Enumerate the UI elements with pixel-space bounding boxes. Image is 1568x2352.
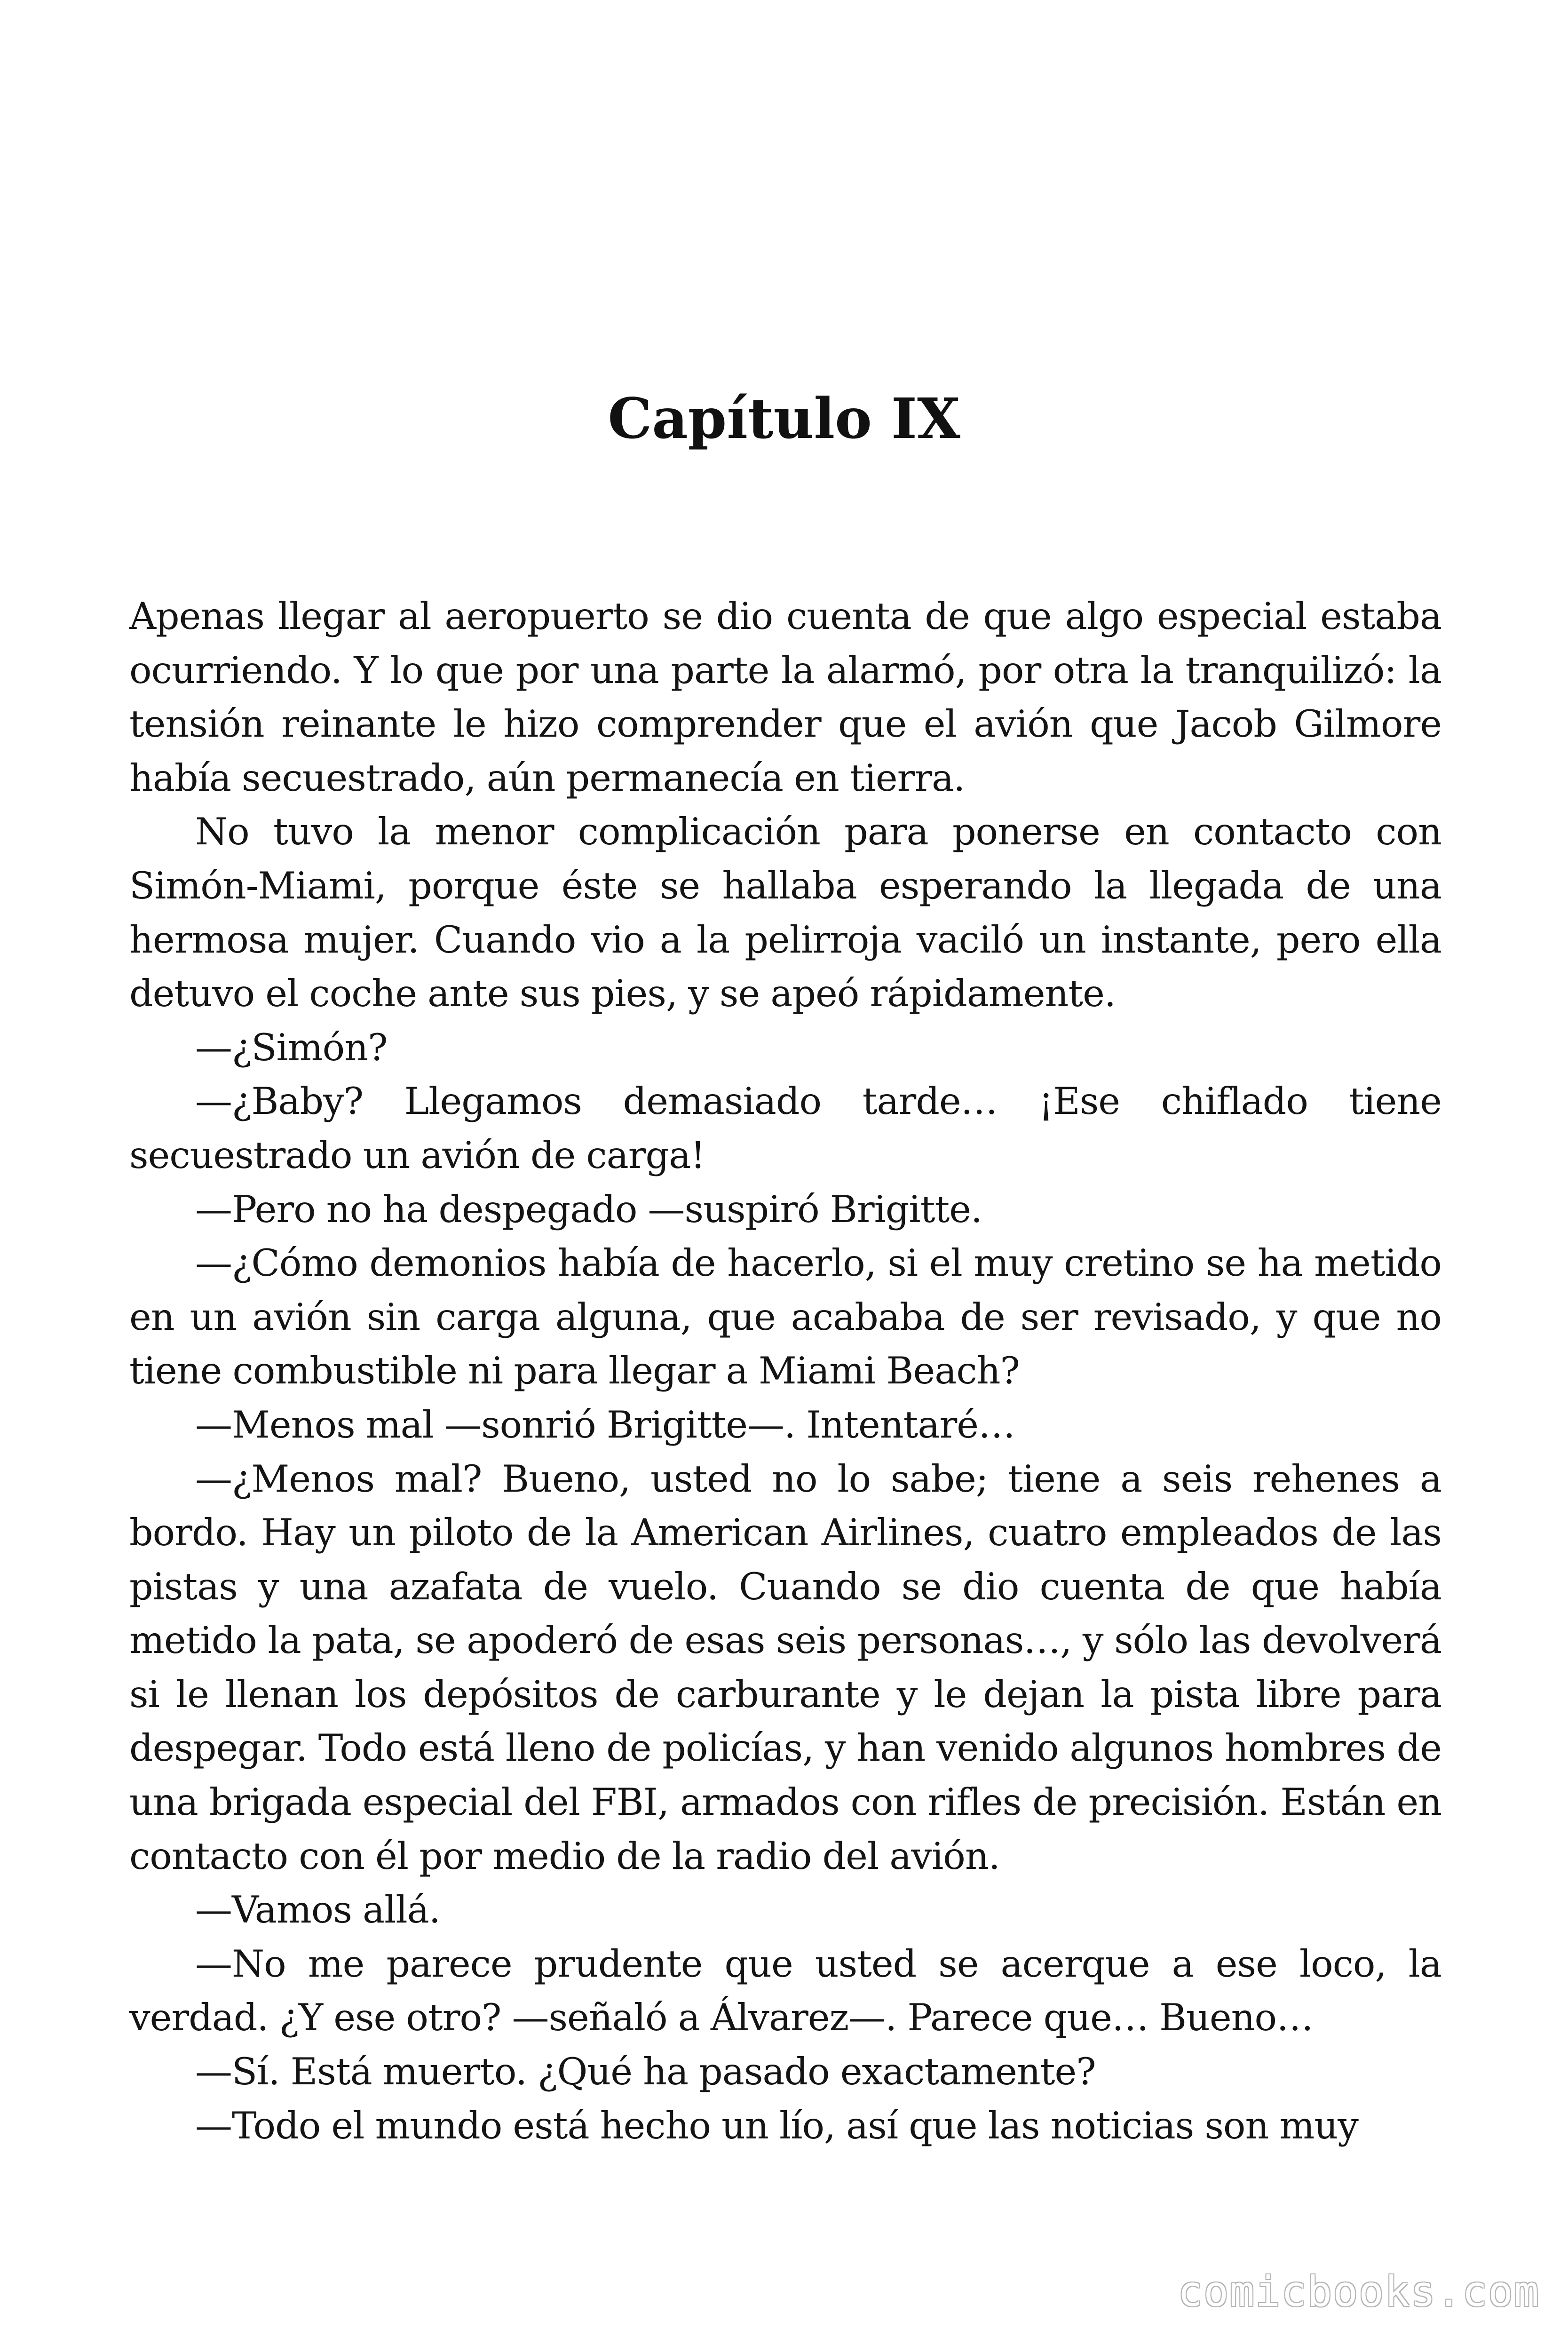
chapter-body [129, 589, 1441, 2153]
dialogue-line: —Todo el mundo está hecho un lío, así que las noticias son muy [195, 2104, 1358, 2147]
dialogue-line: —No me parece prudente que usted se acerque a ese loco, la verdad. ¿Y ese otro? —señaló a Álvarez—. Parece que… Bueno… [129, 1942, 1441, 2040]
paragraph: Apenas llegar al aeropuerto se dio cuenta de que algo especial estaba ocurriendo. Y lo que por una parte la alarmó, por otra la tranquilizó: la tensión reinante le hizo comprender que el avión que Jacob Gilmore había secuestrado, aún permanecía en tierra. [129, 595, 1441, 800]
dialogue-line: —Menos mal —sonrió Brigitte—. Intentaré… [195, 1403, 1015, 1446]
dialogue-line: —¿Menos mal? Bueno, usted no lo sabe; tiene a seis rehenes a bordo. Hay un piloto de la American Airlines, cuatro empleados de las pistas y una azafata de vuelo. Cuando se dio cuenta de que había metido la pata, se apoderó de esas seis personas…, y sólo las devolverá si le llenan los depósitos de carburante y le dejan la pista libre para despegar. Todo está lleno de policías, y han venido algunos hombres de una brigada especial del FBI, armados con rifles de precisión. Están en contacto con él por medio de la radio del avión. [129, 1457, 1441, 1878]
dialogue-line: —¿Baby? Llegamos demasiado tarde… ¡Ese chiflado tiene secuestrado un avión de carga! [129, 1080, 1441, 1177]
dialogue-line: —Sí. Está muerto. ¿Qué ha pasado exactamente? [195, 2050, 1096, 2094]
dialogue-line: —¿Cómo demonios había de hacerlo, si el muy cretino se ha metido en un avión sin carga alguna, que acababa de ser revisado, y que no tiene combustible ni para llegar a Miami Beach? [129, 1241, 1441, 1393]
chapter-title: Capítulo IX [608, 386, 960, 451]
dialogue-line: —Vamos allá. [195, 1888, 440, 1932]
dialogue-line: —Pero no ha despegado —suspiró Brigitte. [195, 1187, 982, 1231]
paragraph: No tuvo la menor complicación para ponerse en contacto con Simón-Miami, porque éste se hallaba esperando la llegada de una hermosa mujer. Cuando vio a la pelirroja vaciló un instante, pero ella detuvo el coche ante sus pies, y se apeó rápidamente. [129, 810, 1441, 1016]
watermark: comicbooks.com [1178, 2267, 1540, 2316]
dialogue-line: —¿Simón? [195, 1025, 388, 1069]
